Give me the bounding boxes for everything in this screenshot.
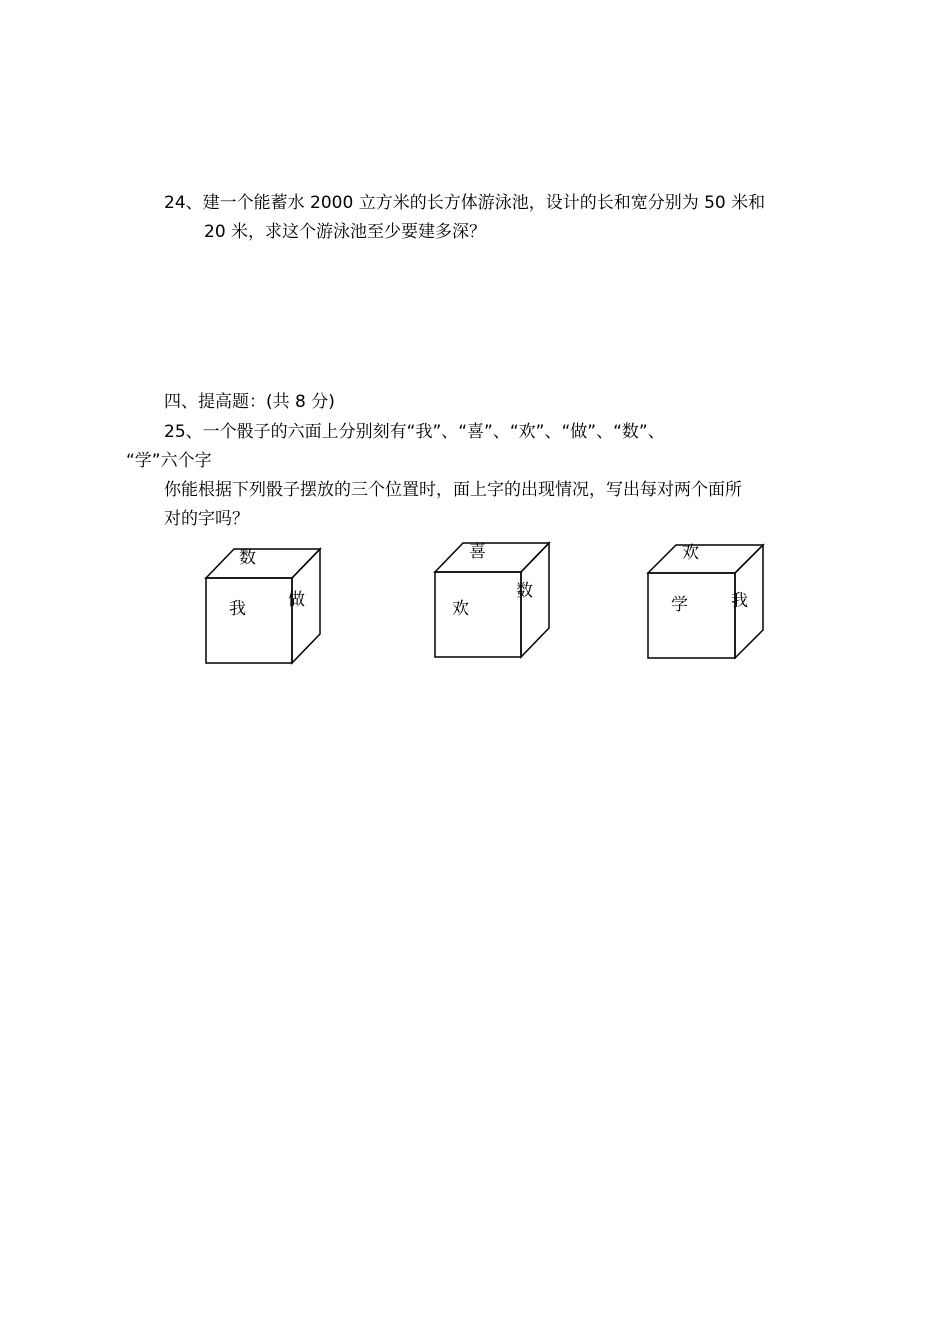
cube-1-top-face [206, 549, 320, 578]
cube-1-front-label: 我 [229, 599, 246, 619]
cube-1-side-label: 做 [288, 590, 305, 610]
section-title: 四、提高题：(共 8 分) [164, 392, 335, 412]
cube-3-top-label: 欢 [682, 543, 699, 563]
q24-line-2: 20 米，求这个游泳池至少要建多深？ [204, 222, 487, 242]
q25-line-1: 25、一个骰子的六面上分别刻有“我”、“喜”、“欢”、“做”、“数”、 [164, 422, 665, 442]
q25-line-4: 对的字吗？ [164, 509, 249, 529]
cube-2-top-face [435, 543, 549, 572]
cube-2-front-face [435, 572, 521, 657]
cube-1-top-label: 数 [239, 548, 256, 568]
cube-3-front-face [648, 573, 735, 658]
q25-line-2: “学”六个字 [126, 451, 212, 471]
cube-2-front-label: 欢 [452, 599, 469, 619]
cube-2-top-label: 喜 [469, 542, 486, 562]
cube-3-front-label: 学 [671, 595, 688, 615]
q25-line-3: 你能根据下列骰子摆放的三个位置时，面上字的出现情况，写出每对两个面所 [164, 480, 742, 500]
cube-3-side-label: 我 [731, 591, 748, 611]
cube-3-top-face [648, 545, 763, 573]
cube-1-front-face [206, 578, 292, 663]
cube-2-side-label: 数 [516, 581, 533, 601]
q24-line-1: 24、建一个能蓄水 2000 立方米的长方体游泳池，设计的长和宽分别为 50 米和 [164, 193, 766, 213]
